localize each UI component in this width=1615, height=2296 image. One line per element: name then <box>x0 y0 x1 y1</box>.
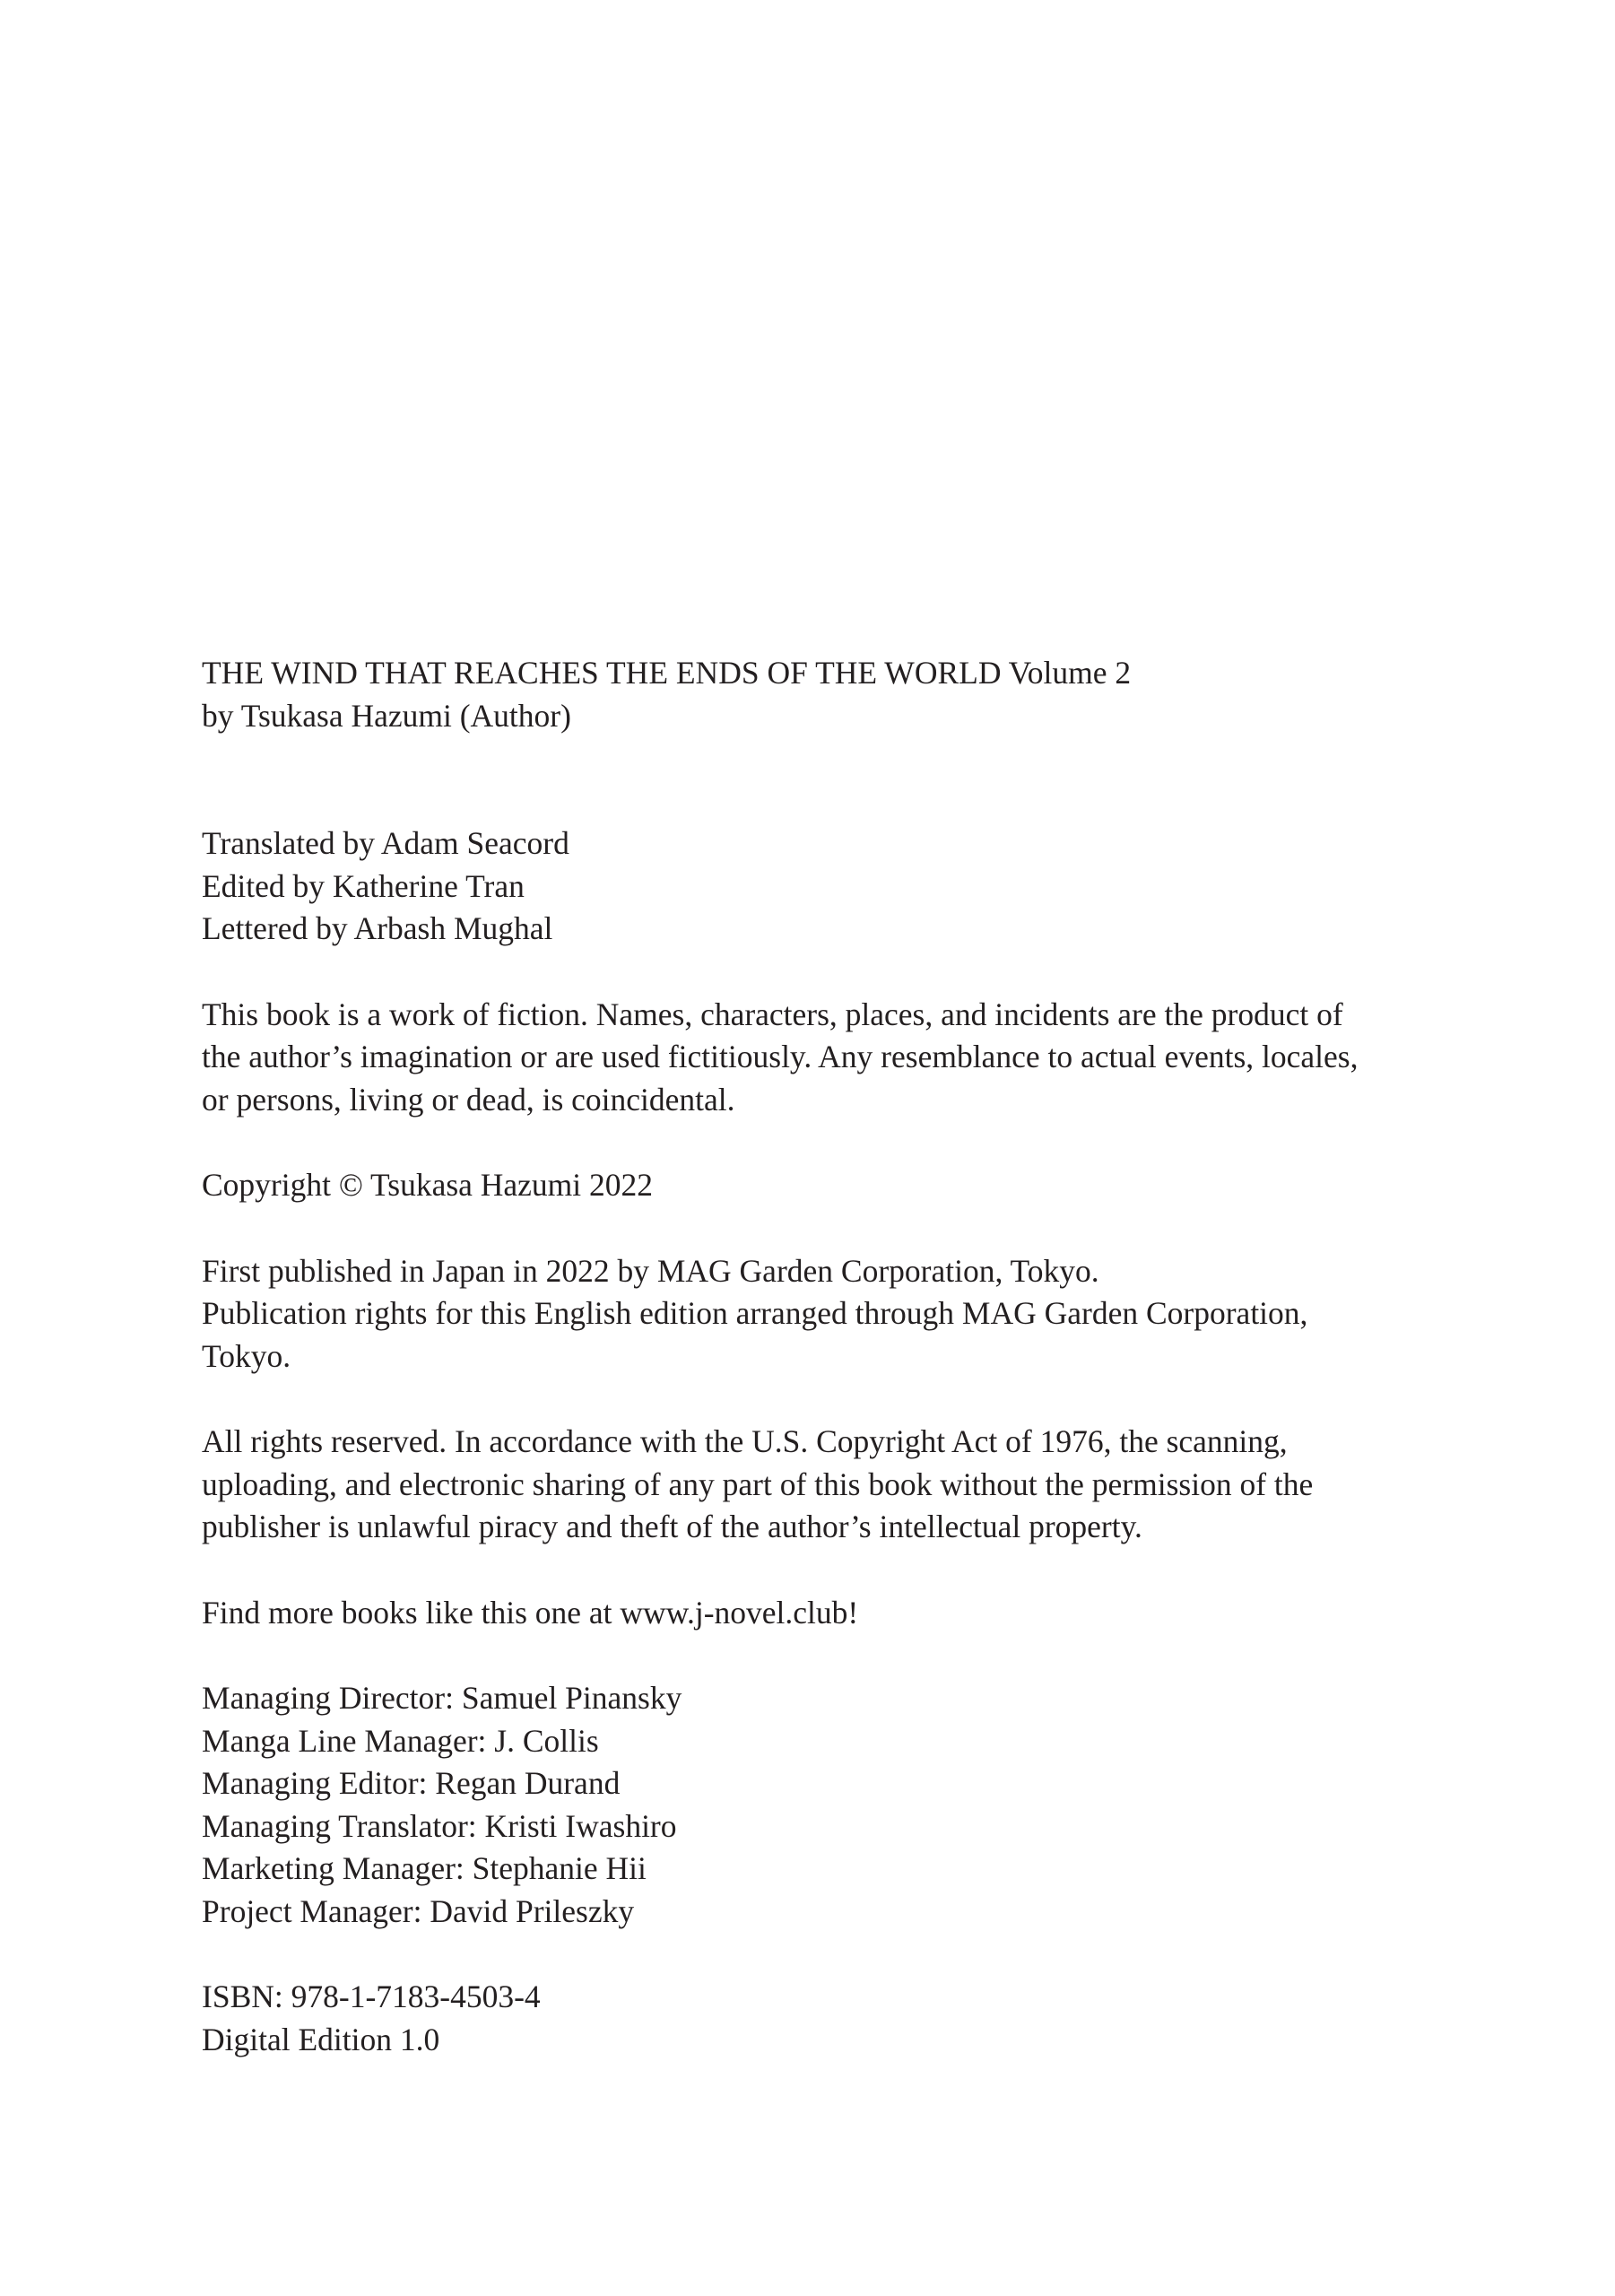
publication-line: Publication rights for this English edition arranged through MAG Garden Corporation, <box>202 1295 1308 1331</box>
copyright-page <box>202 652 1493 2061</box>
staff-manga-line-manager: Manga Line Manager: J. Collis <box>202 1722 599 1759</box>
edition-info <box>202 1976 1493 2061</box>
digital-edition: Digital Edition 1.0 <box>202 2021 440 2057</box>
publication-line: Tokyo. <box>202 1337 291 1374</box>
book-title: THE WIND THAT REACHES THE ENDS OF THE WORLD Volume 2 <box>202 655 1132 691</box>
staff-managing-director: Managing Director: Samuel Pinansky <box>202 1680 682 1716</box>
fiction-notice-line: the author’s imagination or are used fictitiously. Any resemblance to actual events, locales, <box>202 1039 1359 1074</box>
rights-line: uploading, and electronic sharing of any part of this book without the permission of the <box>202 1465 1314 1502</box>
staff-managing-translator: Managing Translator: Kristi Iwashiro <box>202 1807 677 1844</box>
title-block <box>202 652 1493 737</box>
copyright-line: Copyright © Tsukasa Hazumi 2022 <box>202 1167 654 1203</box>
fiction-notice-line: or persons, living or dead, is coincidental. <box>202 1081 735 1118</box>
fiction-notice <box>202 994 1493 1122</box>
rights-line: publisher is unlawful piracy and theft of the author’s intellectual property. <box>202 1509 1142 1544</box>
credits-block <box>202 822 1493 951</box>
staff-list <box>202 1677 1493 1933</box>
website-notice <box>202 1592 1493 1635</box>
publication-line: First published in Japan in 2022 by MAG Garden Corporation, Tokyo. <box>202 1252 1099 1289</box>
staff-managing-editor: Managing Editor: Regan Durand <box>202 1765 621 1801</box>
staff-project-manager: Project Manager: David Prileszky <box>202 1892 635 1929</box>
credit-translator: Translated by Adam Seacord <box>202 825 569 861</box>
isbn: ISBN: 978-1-7183-4503-4 <box>202 1979 541 2014</box>
rights-line: All rights reserved. In accordance with the U.S. Copyright Act of 1976, the scanning, <box>202 1423 1288 1459</box>
credit-letterer: Lettered by Arbash Mughal <box>202 910 553 946</box>
fiction-notice-line: This book is a work of fiction. Names, characters, places, and incidents are the product of <box>202 996 1343 1032</box>
copyright-notice <box>202 1164 1493 1207</box>
credit-editor: Edited by Katherine Tran <box>202 867 525 904</box>
book-author: by Tsukasa Hazumi (Author) <box>202 697 571 734</box>
website-line: Find more books like this one at www.j-novel.club! <box>202 1594 859 1631</box>
staff-marketing-manager: Marketing Manager: Stephanie Hii <box>202 1850 647 1886</box>
publication-info <box>202 1250 1493 1378</box>
rights-notice <box>202 1421 1493 1549</box>
